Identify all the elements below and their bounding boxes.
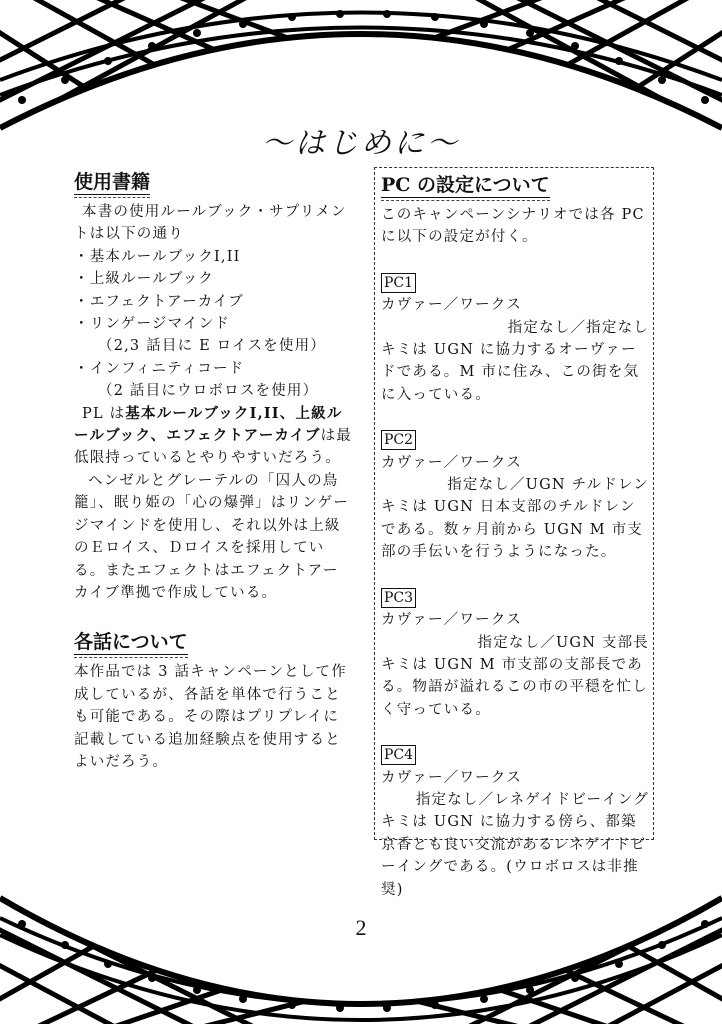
pc-cover-works: カヴァー／ワークス — [381, 454, 523, 471]
pc-setting: 指定なし／指定なし — [507, 319, 649, 336]
book-item: ・エフェクトアーカイブ — [74, 293, 244, 310]
section-heading-books: 使用書籍 — [74, 171, 151, 193]
pc-label: PC4 — [381, 745, 416, 765]
page-title: ～はじめに～ — [262, 126, 460, 162]
pc-setting: 指定なし／UGN 支部長 — [477, 634, 649, 651]
episodes-paragraph: 本作品では 3 話キャンペーンとして作成しているが、各話を単体で行うことも可能である。その際はプリプレイに記載している追加経験点を使用するとよいだろう。 — [74, 664, 347, 770]
book-item-note: （2,3 話目に E ロイスを使用） — [98, 338, 326, 355]
pc-entry-1 — [381, 271, 649, 406]
pc-cover-works: カヴァー／ワークス — [381, 297, 523, 314]
left-column — [74, 170, 352, 773]
book-item: ・リンゲージマインド — [74, 316, 231, 333]
section-heading-episodes: 各話について — [74, 631, 188, 654]
pc-entry-4 — [381, 743, 649, 901]
pc-description: キミは UGN に協力する傍ら、都築京香とも良い交流があるレネゲイドビーイングである。(ウロボロスは非推奨) — [381, 814, 647, 898]
pc-cover-works: カヴァー／ワークス — [381, 612, 523, 629]
pc-setting: 指定なし／UGN チルドレン — [447, 477, 649, 494]
pc-description: キミは UGN 日本支部のチルドレンである。数ヶ月前から UGN M 市支部の手伝いを行うようになった。 — [381, 499, 643, 561]
pc-intro: このキャンペーンシナリオでは各 PC に以下の設定が付く。 — [381, 207, 651, 246]
section-heading-pc-settings: PC の設定について — [381, 174, 550, 196]
books-intro-line2: トは以下の通り — [74, 226, 184, 243]
books-intro-line1: 本書の使用ルールブック・サプリメン — [82, 204, 347, 220]
pc-label: PC2 — [381, 430, 416, 450]
loise-paragraph: ヘンゼルとグレーテルの「囚人の鳥籠」、眠り姫の「心の爆弾」はリンゲージマインドを使用し、それ以外は上級のＥロイス、Ｄロイスを採用している。またエフェクトはエフェクトアーカイブ準拠で作成している。 — [74, 472, 350, 601]
pc-settings-box — [374, 167, 654, 898]
pl-text-tail: は最低限持っているとやりやすいだろう。 — [74, 428, 352, 467]
pc-cover-works: カヴァー／ワークス — [381, 769, 523, 786]
pc-entry-3 — [381, 586, 649, 721]
pc-description: キミは UGN M 市支部の支部長である。物語が溢れるこの市の平穏を忙しく守っている。 — [381, 656, 648, 718]
pl-text: PL は — [82, 405, 126, 422]
pc-label: PC3 — [381, 588, 416, 608]
page-number: 2 — [355, 915, 367, 940]
pl-requirement-paragraph — [74, 403, 352, 470]
pc-description: キミは UGN に協力するオーヴァードである。M 市に住み、この街を気に入っている。 — [381, 342, 640, 403]
book-item-note: （2 話目にウロボロスを使用） — [98, 383, 319, 400]
book-item: ・上級ルールブック — [74, 271, 214, 288]
pc-entry-2 — [381, 428, 649, 563]
pc-label: PC1 — [381, 273, 416, 293]
book-item: ・インフィニティコード — [74, 360, 245, 377]
pc-setting: 指定なし／レネゲイドビーイング — [415, 791, 649, 808]
book-item: ・基本ルールブックI,II — [74, 248, 241, 265]
required-books-bold: 基本ルールブックI,II、上級ルールブック、エフェクトアーカイブ — [74, 404, 343, 445]
